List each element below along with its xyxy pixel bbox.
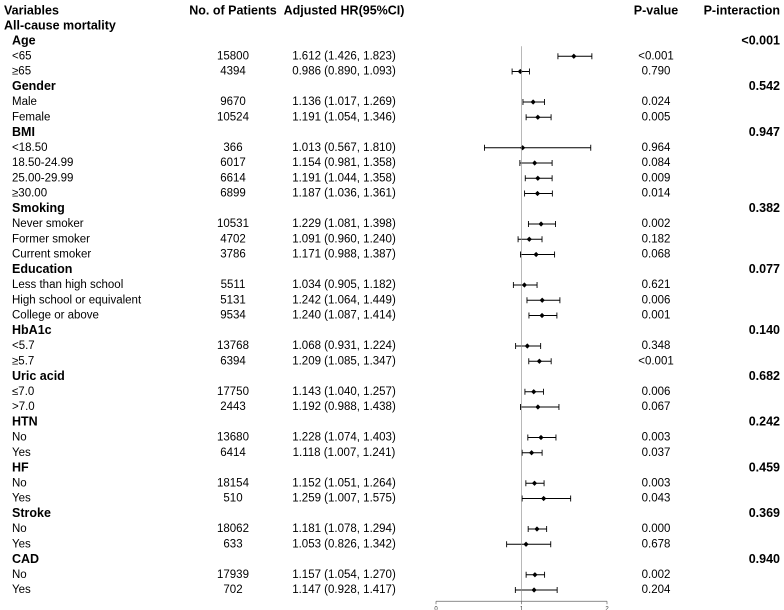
p-value: 0.003	[641, 431, 671, 444]
hr-point	[539, 313, 544, 318]
hr-point	[531, 99, 536, 104]
patients-count: 5131	[220, 294, 246, 307]
hr-ci-text: 1.191 (1.044, 1.358)	[292, 172, 396, 185]
p-value: 0.003	[641, 477, 671, 490]
row-label: No	[12, 477, 27, 490]
hr-ci-text: 1.154 (0.981, 1.358)	[292, 157, 396, 170]
hr-point	[531, 389, 536, 394]
p-interaction-value: 0.077	[748, 262, 780, 277]
hr-point	[534, 252, 539, 257]
p-interaction-value: 0.382	[748, 201, 780, 216]
p-value: <0.001	[638, 50, 674, 63]
row-label: <65	[12, 50, 32, 63]
hr-point	[529, 450, 534, 455]
row-label: Yes	[12, 492, 31, 505]
row-label: College or above	[12, 309, 99, 322]
group-label: Gender	[12, 79, 56, 94]
patients-count: 9534	[220, 309, 246, 322]
hr-point	[534, 526, 539, 531]
patients-count: 2443	[220, 401, 246, 414]
patients-count: 510	[223, 492, 243, 505]
hr-ci-text: 1.191 (1.054, 1.346)	[292, 111, 396, 124]
row-label: >7.0	[12, 401, 35, 414]
hr-ci-text: 1.157 (1.054, 1.270)	[292, 568, 396, 581]
row-label: No	[12, 523, 27, 536]
patients-count: 9670	[220, 96, 246, 109]
x-tick-label: 1	[519, 606, 524, 610]
row-label: No	[12, 431, 27, 444]
patients-count: 6394	[220, 355, 246, 368]
hr-ci-text: 1.091 (0.960, 1.240)	[292, 233, 396, 246]
group-label: HF	[12, 460, 29, 475]
hr-ci-text: 1.068 (0.931, 1.224)	[292, 340, 396, 353]
patients-count: 17750	[217, 385, 249, 398]
hr-ci-text: 1.209 (1.085, 1.347)	[292, 355, 396, 368]
p-interaction-value: 0.459	[748, 460, 780, 475]
group-label: Uric acid	[12, 368, 65, 383]
patients-count: 13680	[217, 431, 249, 444]
hr-point	[518, 69, 523, 74]
row-label: Yes	[12, 538, 31, 551]
hr-ci-text: 1.152 (1.051, 1.264)	[292, 477, 396, 490]
p-interaction-value: 0.242	[748, 414, 780, 429]
p-value: 0.000	[641, 523, 671, 536]
row-label: ≥30.00	[12, 187, 48, 200]
patients-count: 6899	[220, 187, 246, 200]
hr-point	[540, 298, 545, 303]
p-value: 0.002	[641, 218, 671, 231]
patients-count: 3786	[220, 248, 246, 261]
hr-point	[538, 435, 543, 440]
row-label: ≥65	[12, 65, 32, 78]
patients-count: 366	[223, 141, 243, 154]
p-value: 0.182	[641, 233, 671, 246]
hr-ci-text: 1.187 (1.036, 1.361)	[292, 187, 396, 200]
row-label: 25.00-29.99	[12, 172, 74, 185]
p-value: 0.043	[641, 492, 671, 505]
hr-ci-text: 1.242 (1.064, 1.449)	[292, 294, 396, 307]
p-value: 0.005	[641, 111, 671, 124]
patients-count: 10524	[217, 111, 249, 124]
row-label: ≥5.7	[12, 355, 35, 368]
group-label: Stroke	[12, 506, 51, 521]
hr-point	[532, 481, 537, 486]
row-label: ≤7.0	[12, 385, 35, 398]
hr-ci-text: 1.143 (1.040, 1.257)	[292, 385, 396, 398]
hr-ci-text: 1.171 (0.988, 1.387)	[292, 248, 396, 261]
section-title: All-cause mortality	[4, 18, 116, 33]
row-label: Yes	[12, 584, 31, 597]
group-label: BMI	[12, 124, 35, 139]
p-value: 0.001	[641, 309, 671, 322]
hr-ci-text: 1.240 (1.087, 1.414)	[292, 309, 396, 322]
row-label: Never smoker	[12, 218, 84, 231]
p-interaction-value: <0.001	[741, 33, 780, 48]
hr-ci-text: 1.259 (1.007, 1.575)	[292, 492, 396, 505]
p-interaction-value: 0.140	[748, 323, 780, 338]
p-value: 0.067	[641, 401, 671, 414]
hr-point	[535, 191, 540, 196]
header-variables: Variables	[4, 3, 59, 18]
hr-ci-text: 1.181 (1.078, 1.294)	[292, 523, 396, 536]
patients-count: 4702	[220, 233, 246, 246]
p-value: 0.006	[641, 294, 671, 307]
p-interaction-value: 0.682	[748, 368, 780, 383]
row-label: Less than high school	[12, 279, 124, 292]
hr-ci-text: 1.228 (1.074, 1.403)	[292, 431, 396, 444]
patients-count: 18062	[217, 523, 249, 536]
row-label: Yes	[12, 446, 31, 459]
p-interaction-value: 0.369	[748, 506, 780, 521]
group-label: HbA1c	[12, 323, 52, 338]
hr-point	[525, 343, 530, 348]
row-label: Current smoker	[12, 248, 92, 261]
patients-count: 4394	[220, 65, 246, 78]
hr-ci-text: 1.192 (0.988, 1.438)	[292, 401, 396, 414]
x-tick-label: 0	[434, 606, 438, 610]
patients-count: 5511	[220, 279, 246, 292]
p-interaction-value: 0.940	[748, 551, 780, 566]
hr-point	[537, 359, 542, 364]
p-value: 0.621	[641, 279, 671, 292]
row-label: <18.50	[12, 141, 48, 154]
row-label: No	[12, 568, 27, 581]
group-label: CAD	[12, 551, 40, 566]
p-value: 0.006	[641, 385, 671, 398]
hr-ci-text: 1.229 (1.081, 1.398)	[292, 218, 396, 231]
hr-ci-text: 0.986 (0.890, 1.093)	[292, 65, 396, 78]
hr-point	[571, 54, 576, 59]
p-value: 0.964	[641, 141, 671, 154]
hr-point	[535, 176, 540, 181]
hr-ci-text: 1.013 (0.567, 1.810)	[292, 141, 396, 154]
p-value: 0.348	[641, 340, 671, 353]
hr-point	[532, 160, 537, 165]
patients-count: 6414	[220, 446, 246, 459]
row-label: 18.50-24.99	[12, 157, 74, 170]
p-interaction-value: 0.542	[748, 79, 780, 94]
row-label: Female	[12, 111, 51, 124]
header-pinteraction: P-interaction	[703, 3, 780, 18]
hr-ci-text: 1.147 (0.928, 1.417)	[292, 584, 396, 597]
header-patients: No. of Patients	[189, 3, 277, 18]
p-value: 0.009	[641, 172, 671, 185]
p-value: 0.024	[641, 96, 671, 109]
hr-ci-text: 1.136 (1.017, 1.269)	[292, 96, 396, 109]
patients-count: 6017	[220, 157, 246, 170]
hr-point	[527, 237, 532, 242]
hr-point	[520, 145, 525, 150]
p-value: 0.790	[641, 65, 671, 78]
row-label: <5.7	[12, 340, 35, 353]
p-value: 0.037	[641, 446, 671, 459]
header-hr: Adjusted HR(95%CI)	[283, 3, 405, 18]
patients-count: 18154	[217, 477, 249, 490]
hr-point	[522, 282, 527, 287]
patients-count: 13768	[217, 340, 249, 353]
row-label: Male	[12, 96, 37, 109]
hr-point	[535, 404, 540, 409]
p-value: 0.204	[641, 584, 671, 597]
row-label: High school or equivalent	[12, 294, 142, 307]
p-value: 0.084	[641, 157, 671, 170]
patients-count: 633	[223, 538, 243, 551]
hr-point	[538, 221, 543, 226]
hr-ci-text: 1.612 (1.426, 1.823)	[292, 50, 396, 63]
hr-ci-text: 1.053 (0.826, 1.342)	[292, 538, 396, 551]
p-interaction-value: 0.947	[748, 124, 780, 139]
header-pvalue: P-value	[633, 3, 679, 18]
group-label: Age	[12, 33, 36, 48]
hr-ci-text: 1.118 (1.007, 1.241)	[292, 446, 396, 459]
p-value: <0.001	[638, 355, 674, 368]
group-label: HTN	[12, 414, 38, 429]
hr-point	[532, 572, 537, 577]
patients-count: 702	[223, 584, 243, 597]
p-value: 0.678	[641, 538, 671, 551]
hr-point	[541, 496, 546, 501]
row-label: Former smoker	[12, 233, 90, 246]
group-label: Education	[12, 262, 73, 277]
p-value: 0.002	[641, 568, 671, 581]
group-label: Smoking	[12, 201, 65, 216]
p-value: 0.068	[641, 248, 671, 261]
hr-point	[523, 542, 528, 547]
hr-point	[531, 587, 536, 592]
patients-count: 6614	[220, 172, 246, 185]
patients-count: 17939	[217, 568, 249, 581]
p-value: 0.014	[641, 187, 671, 200]
hr-ci-text: 1.034 (0.905, 1.182)	[292, 279, 396, 292]
x-tick-label: 2	[605, 606, 609, 610]
patients-count: 10531	[217, 218, 249, 231]
hr-point	[535, 115, 540, 120]
patients-count: 15800	[217, 50, 249, 63]
